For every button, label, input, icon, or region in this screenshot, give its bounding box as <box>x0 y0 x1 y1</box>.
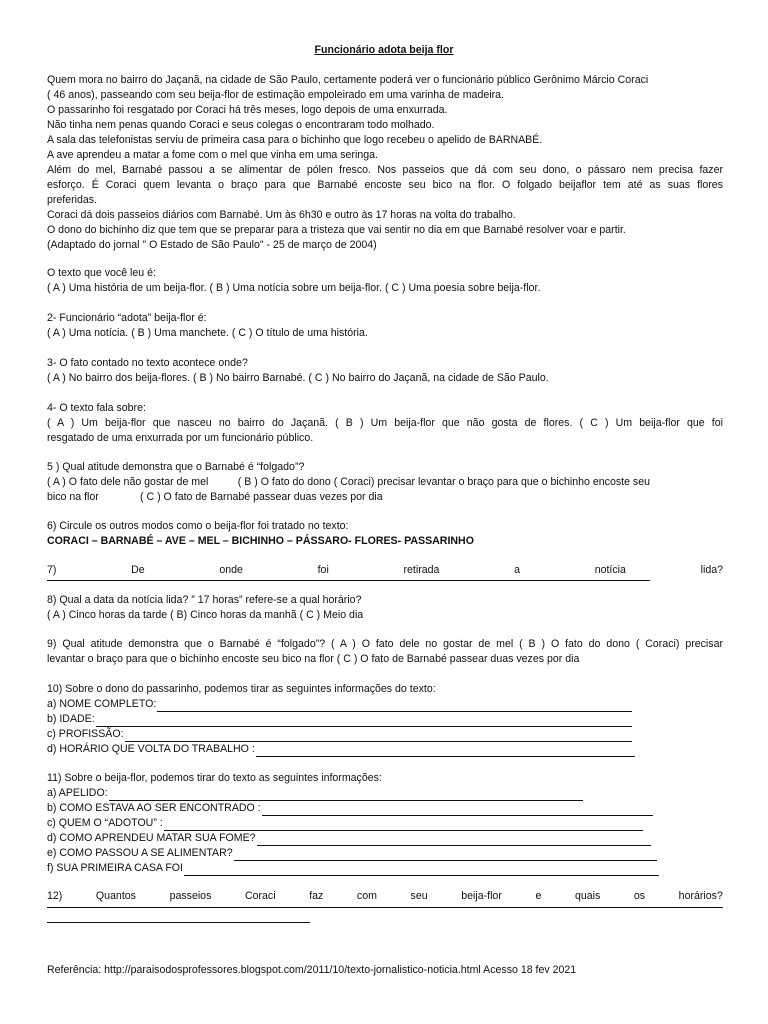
question-11 <box>47 771 723 876</box>
q7-word: De <box>131 564 145 576</box>
answer-line[interactable] <box>262 804 653 816</box>
question-8 <box>47 593 723 623</box>
field-label: d) HORÁRIO QUE VOLTA DO TRABALHO : <box>47 743 255 755</box>
question-text: 3- O fato contado no texto acontece onde? <box>47 357 248 369</box>
q12-word: Quantos <box>95 890 136 902</box>
q12-word: faz <box>309 890 324 902</box>
question-text <box>47 563 723 578</box>
answer-line[interactable] <box>109 789 583 801</box>
fill-field-primeira-casa[interactable] <box>47 861 659 876</box>
question-12 <box>47 889 723 923</box>
q7-word: 7) <box>47 564 57 576</box>
answer-line[interactable] <box>234 849 657 861</box>
answer-line[interactable] <box>125 730 632 742</box>
q12-word: beija-flor <box>461 890 502 902</box>
q7-word: lida? <box>700 564 723 576</box>
fill-field-profissao[interactable] <box>47 727 632 742</box>
question-text: 10) Sobre o dono do passarinho, podemos tirar as seguintes informações do texto: <box>47 683 436 695</box>
question-text: 4- O texto fala sobre: <box>47 402 146 414</box>
document-title: Funcionário adota beija flor <box>314 44 454 56</box>
field-label: b) COMO ESTAVA AO SER ENCONTRADO : <box>47 802 261 814</box>
paragraph-line: Além do mel, Barnabé passou a se alimentar de pólen fresco. Nos passeios que dá com seu dono, o pássaro nem precisa fazer <box>47 164 723 176</box>
q12-word: os <box>633 890 646 902</box>
field-label: e) COMO PASSOU A SE ALIMENTAR? <box>47 847 233 859</box>
question-options: ( A ) Uma história de um beija-flor. ( B ) Uma notícia sobre um beija-flor. ( C ) Uma poesia sobre beija-flor. <box>47 282 541 294</box>
answer-line[interactable] <box>47 922 310 923</box>
answer-line[interactable] <box>47 907 723 908</box>
paragraph-line: O dono do bichinho diz que tem que se preparar para a tristeza que vai sentir no dia em que Barnabé resolver voar e partir. <box>47 224 626 236</box>
word-list: CORACI – BARNABÉ – AVE – MEL – BICHINHO – PÁSSARO- FLORES- PASSARINHO <box>47 535 474 547</box>
paragraph-line: esforço. É Coraci quem levanta o braço para que Barnabé encoste seu bico na flor. O folgado beijaflor tem até as suas flores <box>47 179 723 191</box>
paragraph-line: A sala das telefonistas serviu de primeira casa para o bichinho que logo recebeu o apelido de BARNABÉ. <box>47 134 543 146</box>
fill-field-horario[interactable] <box>47 742 635 757</box>
question-text <box>47 889 723 904</box>
question-5 <box>47 460 723 505</box>
question-text: 6) Circule os outros modos como o beija-flor foi tratado no texto: <box>47 520 349 532</box>
answer-line[interactable] <box>184 864 659 876</box>
field-label: a) NOME COMPLETO: <box>47 698 157 710</box>
question-10 <box>47 682 723 757</box>
fill-field-como-estava[interactable] <box>47 801 653 816</box>
question-7 <box>47 563 723 581</box>
question-options: ( A ) Um beija-flor que nasceu no bairro do Jaçanã. ( B ) Um beija-flor que não gosta de flores. ( C ) Um beija-flor que foi <box>47 417 723 429</box>
question-text: 9) Qual atitude demonstra que o Barnabé é “folgado”? ( A ) O fato dele no gostar de mel ( B ) O fato do dono ( Coraci) precisar <box>47 638 723 650</box>
question-options: bico na flor ( C ) O fato de Barnabé passear duas vezes por dia <box>47 491 383 503</box>
question-options: resgatado de uma enxurrada por um funcionário público. <box>47 432 314 444</box>
question-1 <box>47 266 723 296</box>
field-label: a) APELIDO: <box>47 787 108 799</box>
q12-word: horários? <box>678 890 723 902</box>
question-3 <box>47 356 723 386</box>
news-paragraph <box>47 73 723 253</box>
question-text: levantar o braço para que o bichinho encoste seu bico na flor ( C ) O fato de Barnabé passear duas vezes por dia <box>47 653 580 665</box>
q7-word: foi <box>317 564 329 576</box>
field-label: d) COMO APRENDEU MATAR SUA FOME? <box>47 832 256 844</box>
paragraph-line: (Adaptado do jornal " O Estado de São Paulo" - 25 de março de 2004) <box>47 239 377 251</box>
paragraph-line: Coraci dá dois passeios diários com Barnabé. Um às 6h30 e outro às 17 horas na volta do trabalho. <box>47 209 516 221</box>
paragraph-line: Quem mora no bairro do Jaçanã, na cidade de São Paulo, certamente poderá ver o funcionário público Gerônimo Márcio Coraci <box>47 74 649 86</box>
q7-word: onde <box>219 564 243 576</box>
fill-field-nome[interactable] <box>47 697 632 712</box>
question-options: ( A ) No bairro dos beija-flores. ( B ) No bairro Barnabé. ( C ) No bairro do Jaçanã, na cidade de São Paulo. <box>47 372 549 384</box>
paragraph-line: Não tinha nem penas quando Coraci e seus colegas o encontraram todo molhado. <box>47 119 435 131</box>
question-9 <box>47 637 723 667</box>
question-4 <box>47 401 723 446</box>
q12-word: quais <box>574 890 601 902</box>
answer-line[interactable] <box>47 580 650 581</box>
paragraph-line: preferidas. <box>47 194 98 206</box>
question-options: ( A ) O fato dele não gostar de mel ( B ) O fato do dono ( Coraci) precisar levantar o braço para que o bichinho encoste seu <box>47 476 650 488</box>
fill-field-apelido[interactable] <box>47 786 583 801</box>
fill-field-como-passou[interactable] <box>47 846 657 861</box>
q7-word: a <box>514 564 521 576</box>
q7-word: notícia <box>594 564 626 576</box>
fill-field-como-aprendeu[interactable] <box>47 831 651 846</box>
paragraph-line: A ave aprendeu a matar a fome com o mel que vinha em uma seringa. <box>47 149 378 161</box>
question-text: 2- Funcionário “adota” beija-flor é: <box>47 312 207 324</box>
q12-word: 12) <box>47 890 63 902</box>
answer-line[interactable] <box>256 745 635 757</box>
paragraph-line: ( 46 anos), passeando com seu beija-flor de estimação empoleirado em uma varinha de madeira. <box>47 89 504 101</box>
q12-word: Coraci <box>244 890 276 902</box>
paragraph-line: O passarinho foi resgatado por Coraci há três meses, logo depois de uma enxurrada. <box>47 104 448 116</box>
q12-word: seu <box>410 890 428 902</box>
field-label: c) PROFISSÃO: <box>47 728 124 740</box>
question-text: 8) Qual a data da notícia lida? ” 17 horas” refere-se a qual horário? <box>47 594 362 606</box>
answer-line[interactable] <box>257 834 651 846</box>
reference-citation: Referência: http://paraisodosprofessores.blogspot.com/2011/10/texto-jornalistico-noticia.html Acesso 18 fev 2021 <box>47 964 577 976</box>
answer-line[interactable] <box>157 700 632 712</box>
q7-word: retirada <box>403 564 440 576</box>
question-text: O texto que você leu é: <box>47 267 156 279</box>
field-label: c) QUEM O “ADOTOU” : <box>47 817 163 829</box>
question-text: 5 ) Qual atitude demonstra que o Barnabé é “folgado”? <box>47 461 305 473</box>
fill-field-quem-adotou[interactable] <box>47 816 643 831</box>
field-label: b) IDADE: <box>47 713 95 725</box>
q12-word: e <box>535 890 542 902</box>
fill-field-idade[interactable] <box>47 712 632 727</box>
question-6 <box>47 519 723 549</box>
question-options: ( A ) Cinco horas da tarde ( B) Cinco horas da manhã ( C ) Meio dia <box>47 609 364 621</box>
q12-word: passeios <box>169 890 212 902</box>
answer-line[interactable] <box>164 819 643 831</box>
question-options: ( A ) Uma notícia. ( B ) Uma manchete. ( C ) O título de uma história. <box>47 327 368 339</box>
answer-line[interactable] <box>96 715 632 727</box>
field-label: f) SUA PRIMEIRA CASA FOI <box>47 862 183 874</box>
question-text: 11) Sobre o beija-flor, podemos tirar do texto as seguintes informações: <box>47 772 382 784</box>
q12-word: com <box>356 890 377 902</box>
question-2 <box>47 311 723 341</box>
